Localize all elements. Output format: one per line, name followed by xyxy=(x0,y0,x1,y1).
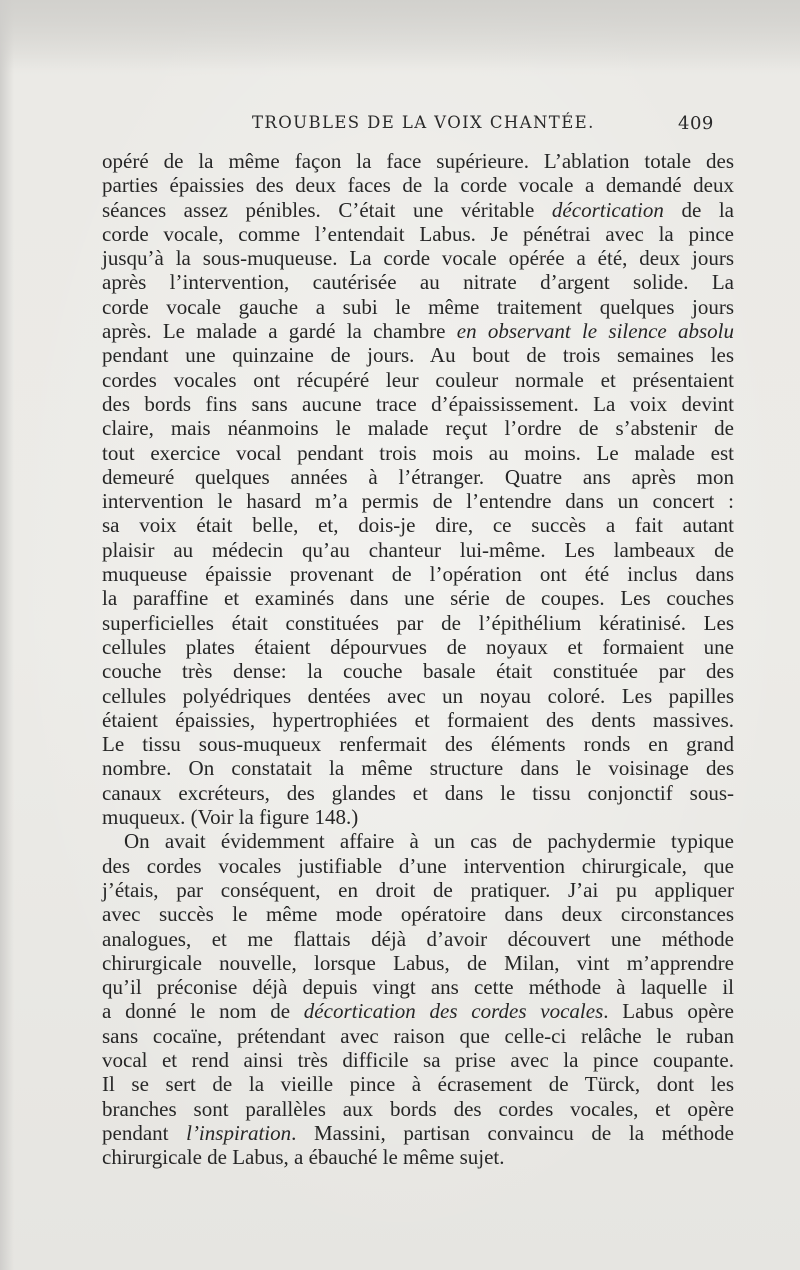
text-line xyxy=(102,659,734,683)
text-segment: pendant xyxy=(102,1120,187,1145)
text-segment: des cordes vocales justifiable d’une intervention chirurgicale, que xyxy=(102,853,734,878)
running-title: TROUBLES DE LA VOIX CHANTÉE. xyxy=(252,113,595,132)
text-line xyxy=(102,198,734,222)
text-segment: chirurgicale de Labus, a ébauché le même sujet. xyxy=(102,1145,505,1170)
text-line xyxy=(102,684,734,708)
text-segment: plaisir au médecin qu’au chanteur lui-même. Les lambeaux de xyxy=(102,537,734,562)
text-segment: muqueuse épaissie provenant de l’opération ont été inclus dans xyxy=(102,562,734,587)
text-segment: j’étais, par conséquent, en droit de pratiquer. J’ai pu appliquer xyxy=(102,877,734,902)
text-line xyxy=(102,513,734,537)
running-head xyxy=(96,113,736,141)
page-left-shading xyxy=(0,0,14,1270)
italic-text: en observant le silence absolu xyxy=(456,319,734,344)
italic-text: l’inspiration xyxy=(186,1120,292,1145)
text-segment: parties épaissies des deux faces de la corde vocale a demandé deux xyxy=(102,173,734,198)
text-segment: Il se sert de la vieille pince à écrasement de Türck, dont les xyxy=(102,1072,734,1097)
text-segment: qu’il préconise déjà depuis vingt ans cette méthode à laquelle il xyxy=(102,975,734,1000)
text-segment: claire, mais néanmoins le malade reçut l’ordre de s’abstenir de xyxy=(102,416,734,441)
text-line xyxy=(102,465,734,489)
text-segment: . Massini, partisan convaincu de la méthode xyxy=(291,1120,734,1145)
text-segment: couche très dense: la couche basale était constituée par des xyxy=(102,659,734,684)
text-line xyxy=(102,975,734,999)
text-segment: nombre. On constatait la même structure dans le voisinage des xyxy=(102,756,734,781)
text-segment: la paraffine et examinés dans une série de coupes. Les couches xyxy=(102,586,734,611)
text-line xyxy=(102,878,734,902)
text-line xyxy=(102,173,734,197)
text-segment: tout exercice vocal pendant trois mois au moins. Le malade est xyxy=(102,440,734,465)
text-line xyxy=(102,805,734,829)
text-segment: cellules polyédriques dentées avec un noyau coloré. Les papilles xyxy=(102,683,734,708)
body-text xyxy=(102,149,734,1169)
text-segment: de la xyxy=(663,197,734,222)
text-segment: cordes vocales ont récupéré leur couleur normale et présentaient xyxy=(102,367,734,392)
italic-text: décortication des cordes vocales xyxy=(303,999,604,1024)
text-line xyxy=(102,1048,734,1072)
text-line xyxy=(102,295,734,319)
text-segment: après l’intervention, cautérisée au nitrate d’argent solide. La xyxy=(102,270,734,295)
text-segment: On avait évidemment affaire à un cas de pachydermie typique xyxy=(124,829,734,854)
text-line xyxy=(102,1024,734,1048)
text-line xyxy=(102,732,734,756)
text-segment: . Labus opère xyxy=(603,999,734,1024)
text-line xyxy=(102,854,734,878)
text-line xyxy=(102,781,734,805)
text-segment: étaient épaissies, hypertrophiées et formaient des dents massives. xyxy=(102,707,734,732)
text-line xyxy=(102,246,734,270)
text-line xyxy=(102,756,734,780)
text-segment: canaux excréteurs, des glandes et dans le tissu conjonctif sous- xyxy=(102,780,734,805)
text-segment: Le tissu sous-muqueux renfermait des éléments ronds en grand xyxy=(102,732,734,757)
text-line xyxy=(102,319,734,343)
page-top-shading xyxy=(0,0,800,70)
text-segment: opéré de la même façon la face supérieure. L’ablation totale des xyxy=(102,149,734,173)
text-line xyxy=(102,441,734,465)
text-line xyxy=(102,927,734,951)
text-line xyxy=(102,611,734,635)
text-line xyxy=(102,489,734,513)
text-line xyxy=(102,343,734,367)
text-line xyxy=(102,562,734,586)
text-segment: superficielles était constituées par de l’épithélium kératinisé. Les xyxy=(102,610,734,635)
text-line xyxy=(102,586,734,610)
text-segment: chirurgicale nouvelle, lorsque Labus, de Milan, vint m’apprendre xyxy=(102,950,734,975)
text-segment: muqueux. (Voir la figure 148.) xyxy=(102,805,359,830)
text-segment: demeuré quelques années à l’étranger. Quatre ans après mon xyxy=(102,464,734,489)
text-segment: sa voix était belle, et, dois-je dire, ce succès a fait autant xyxy=(102,513,734,538)
text-line xyxy=(102,270,734,294)
text-segment: séances assez pénibles. C’était une véritable xyxy=(102,197,552,222)
text-segment: branches sont parallèles aux bords des cordes vocales, et opère xyxy=(102,1096,734,1121)
text-segment: corde vocale, comme l’entendait Labus. Je pénétrai avec la pince xyxy=(102,221,734,246)
text-line xyxy=(102,999,734,1023)
text-segment: cellules plates étaient dépourvues de noyaux et formaient une xyxy=(102,634,734,659)
text-line xyxy=(102,1072,734,1096)
text-line xyxy=(102,222,734,246)
text-segment: des bords fins sans aucune trace d’épaississement. La voix devint xyxy=(102,391,734,416)
text-line xyxy=(102,368,734,392)
text-line xyxy=(102,708,734,732)
text-line xyxy=(102,1121,734,1145)
text-line xyxy=(102,902,734,926)
text-segment: sans cocaïne, prétendant avec raison que celle-ci relâche le ruban xyxy=(102,1023,734,1048)
text-segment: avec succès le même mode opératoire dans deux circonstances xyxy=(102,902,734,927)
text-line xyxy=(102,829,734,853)
text-line xyxy=(102,538,734,562)
text-line xyxy=(102,635,734,659)
text-line xyxy=(102,416,734,440)
italic-text: décortication xyxy=(551,197,664,222)
text-segment: intervention le hasard m’a permis de l’entendre dans un concert : xyxy=(102,489,734,514)
text-segment: corde vocale gauche a subi le même traitement quelques jours xyxy=(102,294,734,319)
text-line xyxy=(102,149,734,173)
text-segment: après. Le malade a gardé la chambre xyxy=(102,319,457,344)
text-segment: analogues, et me flattais déjà d’avoir découvert une méthode xyxy=(102,926,734,951)
text-line xyxy=(102,951,734,975)
page-number: 409 xyxy=(678,113,714,134)
text-line xyxy=(102,392,734,416)
text-segment: a donné le nom de xyxy=(102,999,304,1024)
text-segment: vocal et rend ainsi très difficile sa prise avec la pince coupante. xyxy=(102,1047,734,1072)
text-line xyxy=(102,1097,734,1121)
text-segment: jusqu’à la sous-muqueuse. La corde vocale opérée a été, deux jours xyxy=(102,246,734,271)
text-segment: pendant une quinzaine de jours. Au bout de trois semaines les xyxy=(102,343,734,368)
text-line xyxy=(102,1145,734,1169)
